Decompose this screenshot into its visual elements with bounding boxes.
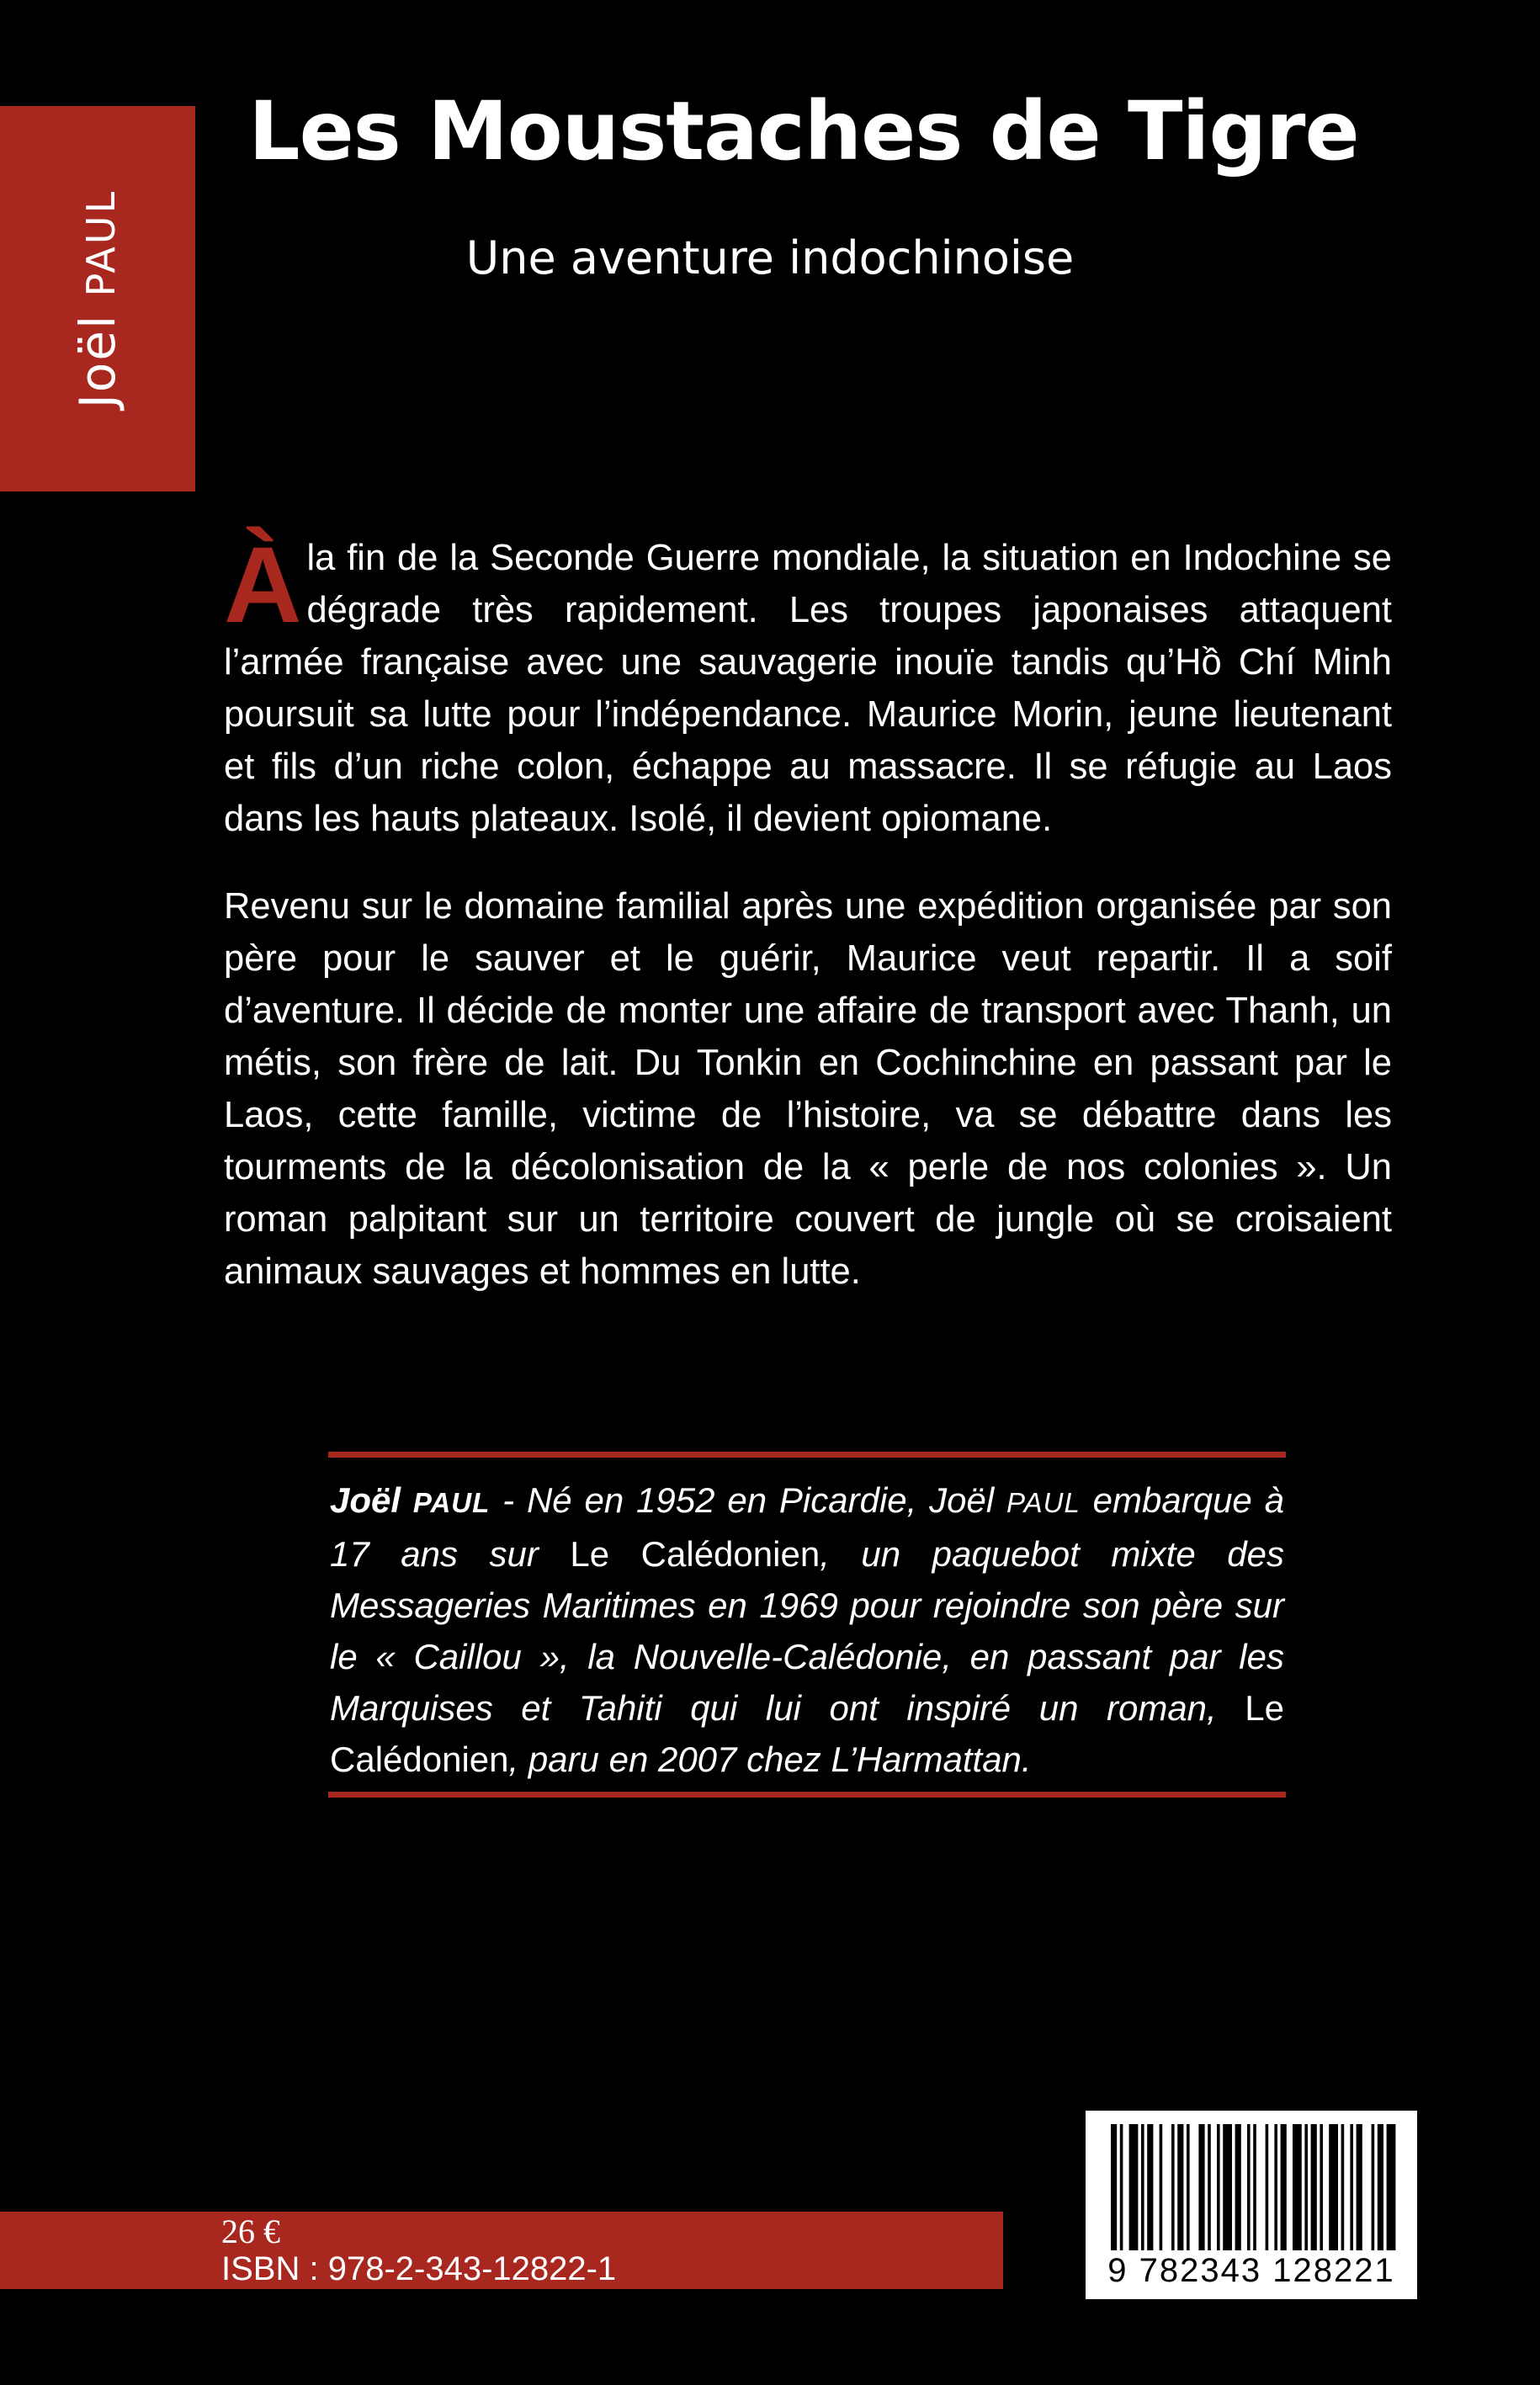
synopsis — [224, 525, 1392, 1333]
book-subtitle: Une aventure indochinoise — [465, 231, 1075, 284]
bio-text-2: embarque à 17 ans sur — [330, 1480, 1284, 1574]
barcode-bar — [1293, 2124, 1302, 2250]
barcode-bar — [1320, 2124, 1323, 2250]
author-bio — [330, 1474, 1284, 1785]
spine-author — [69, 189, 126, 408]
barcode-bar — [1387, 2124, 1396, 2250]
bio-name-first: Joël — [330, 1480, 413, 1520]
barcode-digits: 9 782343 128221 — [1086, 2250, 1417, 2291]
bio-name-last: PAUL — [412, 1487, 491, 1518]
barcode-bar — [1329, 2124, 1338, 2250]
bio-rule-bottom — [328, 1792, 1286, 1798]
synopsis-paragraph-1-text: la fin de la Seconde Guerre mondiale, la situation en Indochine se dégrade très rapidement. Les troupes japonaises attaquent l’armée française avec une sauvagerie inouïe tandis qu’Hồ Chí Minh poursuit sa lutte pour l’indépendance. Maurice Morin, jeune lieutenant et fils d’un riche colon, échappe au massacre. Il se réfugie au Laos dans les hauts plateaux. Isolé, il devient opiomane. — [224, 538, 1392, 839]
spine-author-last: PAUL — [78, 189, 124, 297]
barcode-bar — [1350, 2124, 1353, 2250]
barcode-bar — [1187, 2124, 1190, 2250]
bio-novel-title: Le Calédonien — [330, 1688, 1284, 1779]
bio-author-name — [330, 1480, 490, 1520]
barcode-bar — [1372, 2124, 1375, 2250]
barcode-bar — [1217, 2124, 1220, 2250]
bio-text-3: , un paquebot mixte des Messageries Maritimes en 1969 pour rejoindre son père sur le « Caillou », la Nouvelle-Calédonie, en passant par les Marquises et Tahiti qui lui ont inspiré un roman, — [330, 1534, 1284, 1728]
isbn: ISBN : 978-2-343-12822-1 — [221, 2250, 617, 2287]
bio-text-4: , paru en 2007 chez L’Harmattan. — [508, 1740, 1032, 1779]
barcode-bar — [1177, 2124, 1183, 2250]
barcode-bar — [1274, 2124, 1277, 2250]
spine-author-first: Joël — [69, 296, 126, 409]
barcode-bar — [1247, 2124, 1251, 2250]
bio-text-1: - Né en 1952 en Picardie, Joël — [490, 1480, 1007, 1520]
book-title: Les Moustaches de Tigre — [248, 84, 1359, 178]
barcode-bar — [1311, 2124, 1317, 2250]
barcode-bar — [1171, 2124, 1175, 2250]
barcode-bar — [1120, 2124, 1123, 2250]
price: 26 € — [221, 2212, 280, 2250]
barcode-bar — [1341, 2124, 1345, 2250]
barcode-bar — [1235, 2124, 1241, 2250]
barcode-bar — [1208, 2124, 1211, 2250]
barcode-bar — [1141, 2124, 1144, 2250]
barcode-bar — [1304, 2124, 1308, 2250]
bio-ship-name: Le Calédonien — [570, 1534, 820, 1574]
barcode-bar — [1378, 2124, 1383, 2250]
barcode-bar — [1160, 2124, 1163, 2250]
bio-name-last-2: PAUL — [1006, 1487, 1081, 1518]
barcode-bar — [1111, 2124, 1117, 2250]
barcode-bar — [1281, 2124, 1287, 2250]
bio-rule-top — [328, 1452, 1286, 1458]
barcode-bar — [1266, 2124, 1269, 2250]
barcode-bar — [1253, 2124, 1256, 2250]
barcode-bar — [1129, 2124, 1139, 2250]
synopsis-paragraph-2: Revenu sur le domaine familial après une expédition organisée par son père pour le sauver et le guérir, Maurice veut repartir. Il a soif d’aventure. Il décide de monter une affaire de transport avec Thanh, un métis, son frère de lait. Du Tonkin en Cochinchine en passant par le Laos, cette famille, victime de l’histoire, va se débattre dans les tourments de la décolonisation de la « perle de nos colonies ». Un roman palpitant sur un territoire couvert de jungle où se croisaient animaux sauvages et hommes en lutte. — [224, 886, 1392, 1292]
barcode-bar — [1147, 2124, 1153, 2250]
barcode-bar — [1223, 2124, 1232, 2250]
barcode-bar — [1198, 2124, 1204, 2250]
barcode-bar — [1357, 2124, 1362, 2250]
barcode — [1086, 2111, 1417, 2299]
drop-cap: À — [224, 525, 302, 645]
synopsis-paragraph-1 — [224, 525, 1392, 845]
